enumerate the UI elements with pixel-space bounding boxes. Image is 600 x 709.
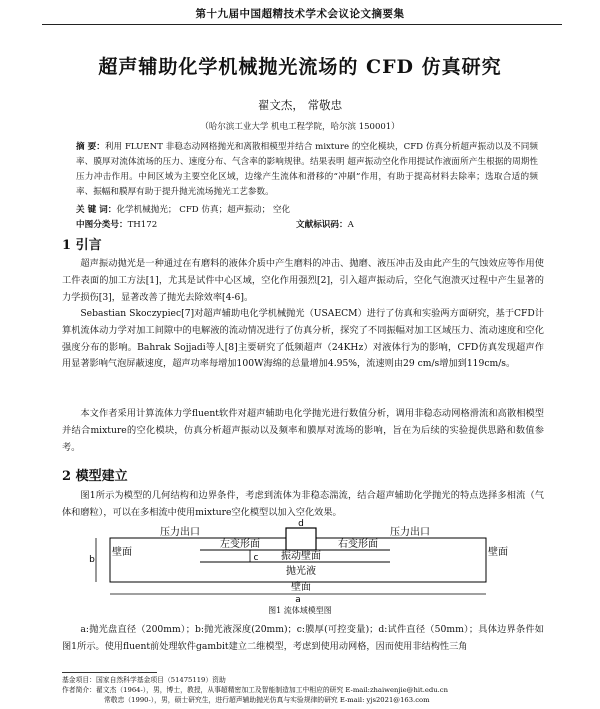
wall-right-label: 壁面	[488, 547, 508, 558]
section-1-paragraph-1: 超声振动抛光是一种通过在有磨料的液体介质中产生磨料的冲击、抛磨、液压冲击及由此产生的气蚀效应等作用使工件表面的加工方法[1]，尤其是试件中心区域，空化作用强烈[2]，引入超声振动后，空化气泡溃灭过程中产生显著的力学损伤[3]，显著改善了抛光去除效率[4-6]。	[62, 258, 544, 303]
section-2-paragraph-1: 图1所示为模型的几何结构和边界条件，考虑到流体为非稳态湍流，结合超声辅助化学抛光的特点选择多相流（气体和磨粒），可以在多相流中使用mixture空化模型以加入空化效果。	[62, 490, 544, 518]
keywords-label: 关 键 词：	[76, 205, 117, 215]
section-1-paragraph-3: 本文作者采用计算流体力学fluent软件对超声辅助电化学抛光进行数值分析，调用非稳态动网格滑流和高散相模型并结合mixture的空化模块，仿真分析超声振动以及频率和膜厚对流场的影响，旨在为后续的实验提供思路和数值参考。	[62, 408, 544, 453]
bottom-wall-label: 壁面	[291, 582, 311, 593]
footnote-author-2: 常敬忠（1990-），男，硕士研究生，进行超声辅助抛光仿真与实验规律的研究 E-mail: yjs2021@163.com	[104, 696, 430, 704]
specimen-block	[286, 528, 316, 550]
classification-number	[76, 218, 157, 230]
keywords	[76, 203, 538, 215]
dim-b-label: b	[89, 555, 95, 565]
polish-liquid-label: 抛光液	[286, 566, 316, 577]
section-1-heading: 1 引言	[62, 238, 102, 253]
footnote-rule	[62, 672, 157, 673]
abstract	[76, 140, 538, 200]
doc-code: A	[347, 220, 354, 230]
footnote-author-1: 作者简介：翟文杰（1964-），男，博士，教授，从事超精密加工及智能制造加工中相应的研究 E-mail:zhaiwenjie@hit.edu.cn	[62, 686, 448, 694]
figure-1-caption: 图1 流体域模型图	[268, 606, 332, 615]
outlet-left-label: 压力出口	[160, 527, 200, 538]
class-code: TH172	[127, 220, 158, 230]
deform-left-label: 左变形面	[220, 539, 260, 550]
paper-title: 超声辅助化学机械抛光流场的 CFD 仿真研究	[98, 56, 502, 78]
section-2-heading: 2 模型建立	[62, 469, 128, 484]
running-header: 第十九届中国超精技术学术会议论文摘要集	[195, 8, 405, 20]
dim-c-label: c	[253, 553, 259, 563]
header-rule	[42, 24, 562, 25]
outlet-right-label: 压力出口	[390, 527, 430, 538]
doc-label: 文献标识码：	[296, 220, 348, 230]
figure-1-diagram	[89, 519, 520, 605]
class-label: 中图分类号：	[76, 220, 128, 230]
vibration-wall-label: 振动壁面	[281, 551, 321, 562]
dim-a-label: a	[295, 595, 301, 605]
document-code	[296, 218, 354, 230]
abstract-text: 利用 FLUENT 非稳态动网格抛光和离散相模型并结合 mixture 的空化模块，CFD 仿真分析超声振动以及不同频率、膜厚对流体流场的压力、速度分布、气含率的影响规律。结果表明 超声振动空化作用提试作液面所产生根据的周期性压力冲击作用。中间区域为主要空化区域，边缘产生流体和滑移的“冲刷”作用，有助于提高材料去除率；选取合适的频率、振幅和膜厚有助于提升抛光流场抛光工艺参数。	[76, 142, 538, 197]
dim-d-label: d	[298, 519, 304, 529]
section-2-paragraph-2: a:抛光盘直径（200mm）；b:抛光液深度(20mm)；c:膜厚(可控变量)；d:试件直径（50mm）；具体边界条件如图1所示。使用fluent前处理软件gambit建立二维模型，考虑到使用动网格，因而使用非结构性三角	[62, 624, 544, 652]
deform-right-label: 右变形面	[338, 539, 378, 550]
wall-left-label: 壁面	[112, 547, 132, 558]
section-1-paragraph-2: Sebastian Skoczypiec[7]对超声辅助电化学机械抛光（USAECM）进行了仿真和实验两方面研究，基于CFD计算机流体动力学对加工间隙中的电解液的流动情况进行了仿真分析，探究了不同振幅对加工区域压力、流动速度和空化强度分布的影响。Bahrak Sojjadi等人[8]主要研究了低频超声（24KHz）对液体行为的影响，CFD仿真发现超声作用显著影响气泡屏蔽速度，超声功率每增加100W海绵的总量增加4.95%，流速则由29 cm/s增加到119cm/s。	[62, 308, 544, 370]
affiliation: （哈尔滨工业大学 机电工程学院，哈尔滨 150001）	[200, 122, 400, 132]
author-list: 翟文杰， 常敬忠	[257, 98, 343, 112]
keywords-text: 化学机械抛光； CFD 仿真；超声振动； 空化	[116, 205, 291, 215]
footnote-fund: 基金项目：国家自然科学基金项目（51475119）资助	[62, 676, 226, 684]
abstract-label: 摘 要：	[76, 142, 105, 152]
